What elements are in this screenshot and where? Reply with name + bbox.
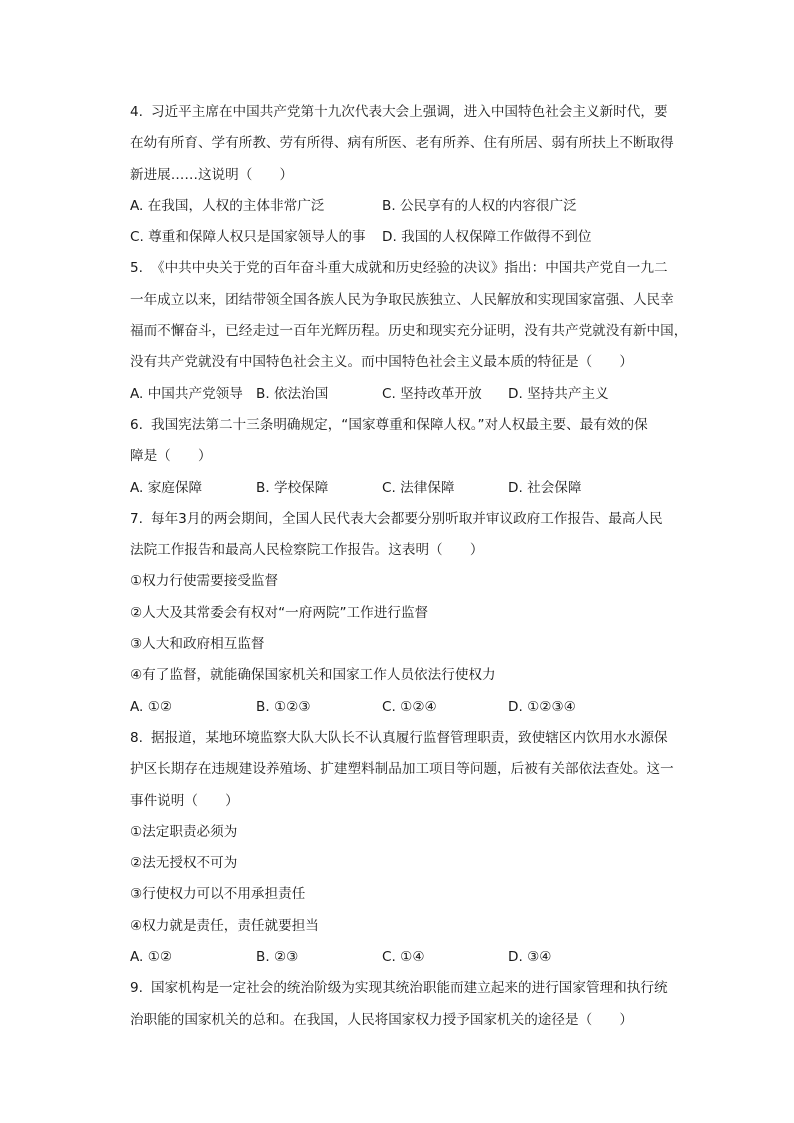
question-stem-line bbox=[130, 160, 695, 191]
option-c: C. ①②④ bbox=[382, 698, 437, 715]
question-number: 4. bbox=[130, 104, 143, 120]
question-stem-first-line bbox=[130, 97, 695, 128]
option-a: A. 在我国，人权的主体非常广泛 bbox=[130, 197, 325, 214]
question-stem-text: 一年成立以来，团结带领全国各族人民为争取民族独立、人民解放和实现国家富强、人民幸 bbox=[130, 291, 674, 308]
question-stem-text: 新进展……这说明（ ） bbox=[130, 166, 294, 183]
statement-item: ④有了监督，就能确保国家机关和国家工作人员依法行使权力 bbox=[130, 667, 496, 684]
question-stem-first-line bbox=[130, 723, 695, 754]
statement-item: ③行使权力可以不用承担责任 bbox=[130, 886, 306, 903]
option-c: C. 坚持改革开放 bbox=[382, 385, 482, 402]
option-d: D. ③④ bbox=[508, 949, 552, 966]
options-row bbox=[130, 379, 695, 410]
statement-item: ①权力行使需要接受监督 bbox=[130, 573, 279, 590]
option-a: A. 中国共产党领导 bbox=[130, 385, 243, 402]
question-stem-text: 习近平主席在中国共产党第十九次代表大会上强调，进入中国特色社会主义新时代，要 bbox=[151, 104, 668, 120]
question-stem-first-line bbox=[130, 253, 695, 284]
question-stem-line bbox=[130, 1005, 695, 1036]
statement-item: ④权力就是责任，责任就要担当 bbox=[130, 917, 319, 934]
question-6 bbox=[130, 973, 695, 1036]
question-stem-first-line bbox=[130, 973, 695, 1004]
question-stem-line bbox=[130, 285, 695, 316]
option-c: C. 法律保障 bbox=[382, 479, 455, 496]
question-stem-line bbox=[130, 316, 695, 347]
option-b: B. ②③ bbox=[256, 949, 299, 966]
question-number: 8. bbox=[130, 729, 143, 746]
question-number: 7. bbox=[130, 510, 143, 527]
statement-item: ③人大和政府相互监督 bbox=[130, 636, 265, 653]
options-row bbox=[130, 191, 695, 222]
question-list bbox=[130, 97, 695, 1036]
question-stem-text: 没有共产党就没有中国特色社会主义。而中国特色社会主义最本质的特征是（ ） bbox=[130, 354, 633, 371]
statement-item: ②人大及其常委会有权对“一府两院”工作进行监督 bbox=[130, 604, 429, 621]
question-stem-text: 治职能的国家机关的总和。在我国，人民将国家权力授予国家机关的途径是（ ） bbox=[130, 1011, 633, 1028]
question-stem-line bbox=[130, 786, 695, 817]
question-stem-text: 《中共中央关于党的百年奋斗重大成就和历史经验的决议》指出：中国共产党自一九二 bbox=[151, 260, 668, 277]
options-row bbox=[130, 692, 695, 723]
question-stem-line bbox=[130, 441, 695, 472]
option-c: C. 尊重和保障人权只是国家领导人的事 bbox=[130, 229, 366, 246]
question-stem-line bbox=[130, 347, 695, 378]
question-stem-text: 据报道，某地环境监察大队大队长不认真履行监督管理职责，致使辖区内饮用水水源保 bbox=[151, 729, 668, 746]
question-stem-text: 我国宪法第二十三条明确规定，“国家尊重和保障人权。”对人权最主要、最有效的保 bbox=[151, 416, 648, 433]
question-5 bbox=[130, 723, 695, 973]
option-d: D. 社会保障 bbox=[508, 479, 582, 496]
option-b: B. 依法治国 bbox=[256, 385, 329, 402]
option-b: B. 公民享有的人权的内容很广泛 bbox=[382, 197, 577, 214]
question-number: 9. bbox=[130, 980, 143, 997]
question-stem-line bbox=[130, 128, 695, 159]
option-a: A. ①② bbox=[130, 698, 173, 715]
question-stem-text: 福而不懈奋斗，已经走过一百年光辉历程。历史和现实充分证明，没有共产党就没有新中国， bbox=[130, 323, 688, 340]
question-stem-text: 障是（ ） bbox=[130, 448, 212, 465]
option-a: A. ①② bbox=[130, 949, 173, 966]
option-d: D. 坚持共产主义 bbox=[508, 385, 609, 402]
option-c: C. ①④ bbox=[382, 949, 425, 966]
question-1 bbox=[130, 97, 695, 253]
option-a: A. 家庭保障 bbox=[130, 479, 203, 496]
question-stem-text: 在幼有所育、学有所教、劳有所得、病有所医、老有所养、住有所居、弱有所扶上不断取得 bbox=[130, 135, 674, 152]
options-row bbox=[130, 473, 695, 504]
statement-item: ②法无授权不可为 bbox=[130, 855, 238, 872]
options-row bbox=[130, 222, 695, 253]
question-stem-text: 法院工作报告和最高人民检察院工作报告。这表明（ ） bbox=[130, 542, 484, 559]
question-4 bbox=[130, 504, 695, 723]
question-stem-text: 事件说明（ ） bbox=[130, 792, 239, 809]
option-d: D. 我国的人权保障工作做得不到位 bbox=[382, 229, 592, 246]
options-row bbox=[130, 942, 695, 973]
option-b: B. ①②③ bbox=[256, 698, 311, 715]
question-stem-first-line bbox=[130, 504, 695, 535]
question-3 bbox=[130, 410, 695, 504]
question-stem-text: 护区长期存在违规建设养殖场、扩建塑料制品加工项目等问题，后被有关部依法查处。这一 bbox=[130, 761, 674, 778]
question-stem-line bbox=[130, 535, 695, 566]
question-2 bbox=[130, 253, 695, 409]
question-stem-text: 每年3月的两会期间，全国人民代表大会都要分别听取并审议政府工作报告、最高人民 bbox=[151, 510, 663, 527]
option-b: B. 学校保障 bbox=[256, 479, 329, 496]
question-stem-first-line bbox=[130, 410, 695, 441]
question-number: 5. bbox=[130, 260, 143, 277]
question-stem-text: 国家机构是一定社会的统治阶级为实现其统治职能而建立起来的进行国家管理和执行统 bbox=[151, 980, 668, 997]
question-number: 6. bbox=[130, 416, 143, 433]
question-stem-line bbox=[130, 754, 695, 785]
option-d: D. ①②③④ bbox=[508, 698, 576, 715]
statement-item: ①法定职责必须为 bbox=[130, 823, 238, 840]
